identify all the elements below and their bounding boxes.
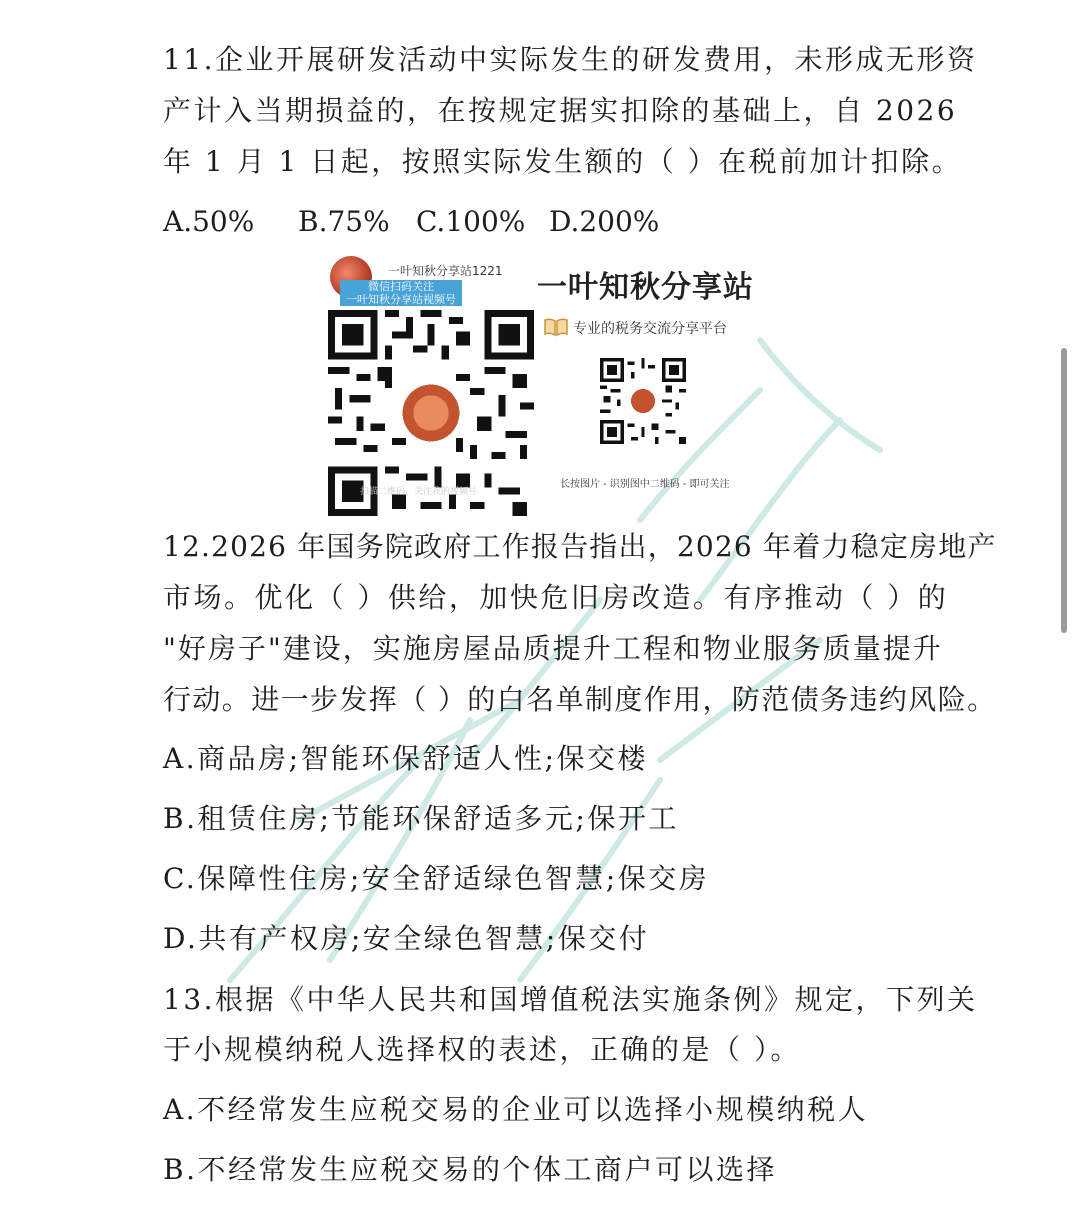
q12-option-a: A.商品房;智能环保舒适人性;保交楼 <box>163 742 648 775</box>
scrollbar-thumb[interactable] <box>1061 348 1067 633</box>
qr-footer-text: 扫描二维码，关注我的视频号 <box>360 487 478 497</box>
book-icon <box>543 316 569 338</box>
promo-banner <box>300 250 780 500</box>
q11-option-a: A.50% <box>163 205 255 238</box>
brand-tagline: 专业的税务交流分享平台 <box>573 321 727 337</box>
q13-option-a: A.不经常发生应税交易的企业可以选择小规模纳税人 <box>163 1093 869 1126</box>
q13-line-1: 13.根据《中华人民共和国增值税法实施条例》规定，下列关 <box>163 983 978 1016</box>
q12-option-d: D.共有产权房;安全绿色智慧;保交付 <box>163 922 650 955</box>
brand-title: 一叶知秋分享站 <box>537 270 754 305</box>
scrollbar[interactable] <box>1058 340 1070 640</box>
q12-line-3: "好房子"建设，实施房屋品质提升工程和物业服务质量提升 <box>163 632 943 665</box>
profile-name: 一叶知秋分享站1221 <box>388 264 503 278</box>
q12-line-1: 12.2026 年国务院政府工作报告指出，2026 年着力稳定房地产 <box>163 530 997 563</box>
channel-card <box>310 250 530 497</box>
q12-line-2: 市场。优化（ ）供给，加快危旧房改造。有序推动（ ）的 <box>163 581 949 614</box>
q11-option-c: C.100% <box>416 205 526 238</box>
brand-footer-text: 长按图片 - 识别图中二维码 - 即可关注 <box>560 479 730 490</box>
q11-line-1: 11.企业开展研发活动中实际发生的研发费用，未形成无形资 <box>163 43 978 76</box>
q11-line-2: 产计入当期损益的，在按规定据实扣除的基础上，自 2026 <box>163 94 958 127</box>
q12-option-c: C.保障性住房;安全舒适绿色智慧;保交房 <box>163 862 710 895</box>
q13-option-b: B.不经常发生应税交易的个体工商户可以选择 <box>163 1153 777 1186</box>
q12-line-4: 行动。进一步发挥（ ）的白名单制度作用，防范债务违约风险。 <box>163 683 997 716</box>
q12-option-b: B.租赁住房;节能环保舒适多元;保开工 <box>163 802 679 835</box>
q11-line-3: 年 1 月 1 日起，按照实际发生额的（ ）在税前加计扣除。 <box>163 145 963 178</box>
q13-line-2: 于小规模纳税人选择权的表述，正确的是（ ）。 <box>163 1033 801 1066</box>
profile-caption: 微信扫码关注 一叶知秋分享站视频号 <box>340 280 462 306</box>
qr-code-icon-small <box>600 358 686 444</box>
q11-option-d: D.200% <box>549 205 660 238</box>
brand-card <box>535 250 780 500</box>
q11-option-b: B.75% <box>298 205 390 238</box>
